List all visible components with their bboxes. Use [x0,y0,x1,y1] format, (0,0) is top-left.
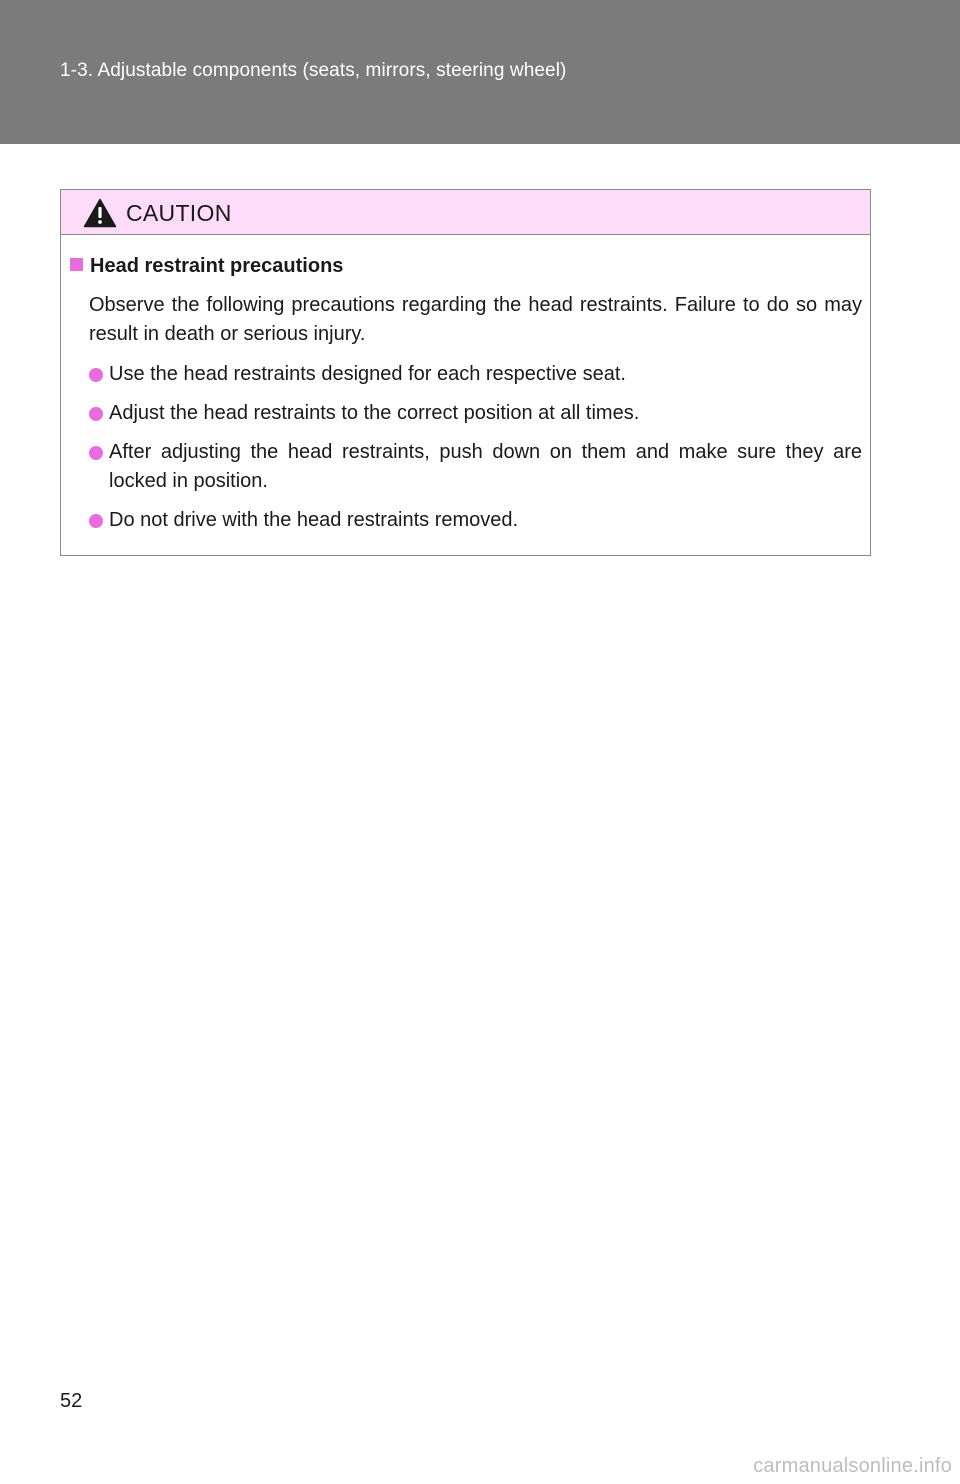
list-item [89,360,862,389]
caution-header [61,190,870,235]
list-item [89,438,862,496]
list-item [89,399,862,428]
header-band [0,0,960,144]
circle-bullet-icon [89,407,103,421]
caution-label: CAUTION [126,200,232,226]
list-item-text: Use the head restraints designed for each respective seat. [109,363,626,385]
circle-bullet-icon [89,446,103,460]
caution-subheading [70,255,343,278]
list-item [89,506,862,535]
page-number: 52 [60,1390,83,1412]
caution-box [60,189,871,556]
caution-subheading-text: Head restraint precautions [90,255,344,277]
warning-triangle-icon [83,198,117,228]
caution-intro: Observe the following precautions regarding the head restraints. Failure to do so may result in death or serious injury. [89,294,862,345]
list-item-text: After adjusting the head restraints, push down on them and make sure they are locked in position. [109,441,862,492]
list-item-text: Do not drive with the head restraints removed. [109,509,519,531]
circle-bullet-icon [89,514,103,528]
list-item-text: Adjust the head restraints to the correct position at all times. [109,402,640,424]
circle-bullet-icon [89,368,103,382]
watermark[interactable]: carmanualsonline.info [753,1455,952,1477]
caution-body [61,235,870,555]
section-title: 1-3. Adjustable components (seats, mirrors, steering wheel) [60,60,567,81]
square-bullet-icon [70,258,83,271]
